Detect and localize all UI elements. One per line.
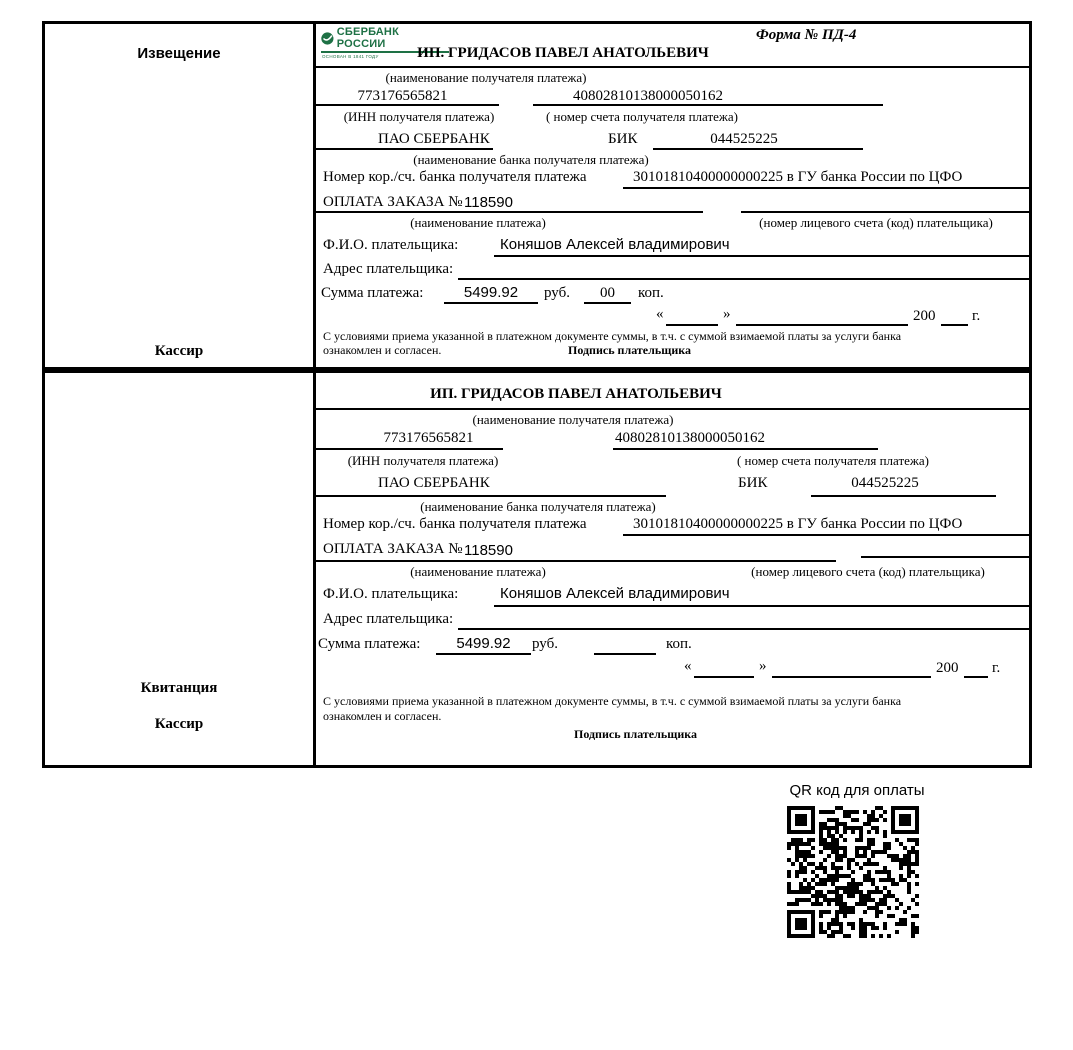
payer-address-label: Адрес плательщика: xyxy=(323,611,454,627)
recipient-name-label: (наименование получателя платежа) xyxy=(385,70,587,85)
corr-account-label: Номер кор./сч. банка получателя платежа xyxy=(323,516,587,532)
date-year-prefix: 200 xyxy=(936,660,959,676)
notice-section xyxy=(42,21,1032,370)
kopeks-underline xyxy=(594,653,656,655)
sum-amount-underline xyxy=(436,653,531,655)
payment-name-value: ОПЛАТА ЗАКАЗА № xyxy=(323,541,463,557)
sum-amount-value: 5499.92 xyxy=(456,635,511,652)
receipt-side-column xyxy=(45,373,316,765)
payer-address-underline xyxy=(458,628,1032,630)
payer-signature-label: Подпись плательщика xyxy=(574,727,697,741)
payment-name-underline xyxy=(316,560,836,562)
sberbank-logo-icon xyxy=(321,32,334,45)
date-year-underline xyxy=(941,324,968,326)
pd4-payment-form xyxy=(42,21,1032,768)
payer-account-label: (номер лицевого счета (код) плательщика) xyxy=(751,564,985,579)
payer-fio-underline xyxy=(494,255,1032,257)
payment-name-label: (наименование платежа) xyxy=(410,564,546,579)
bank-name-underline xyxy=(316,495,666,497)
payment-name-underline xyxy=(316,211,703,213)
date-month-underline xyxy=(772,676,931,678)
bik-underline xyxy=(811,495,996,497)
notice-title: Извещение xyxy=(137,45,221,62)
receipt-form-body xyxy=(316,373,1029,765)
date-day-underline xyxy=(694,676,754,678)
sum-amount-value: 5499.92 xyxy=(463,284,519,301)
corr-account-underline xyxy=(623,534,1032,536)
payment-name-value: ОПЛАТА ЗАКАЗА № xyxy=(323,194,463,210)
bank-name-label: (наименование банка получателя платежа) xyxy=(420,499,656,514)
inn-value: 773176565821 xyxy=(383,430,474,446)
qr-code xyxy=(787,806,919,938)
terms-line2: ознакомлен и согласен. xyxy=(323,343,442,357)
order-number-value: 118590 xyxy=(464,194,513,211)
bank-name-value: ПАО СБЕРБАНК xyxy=(378,131,490,147)
account-label: ( номер счета получателя платежа) xyxy=(736,453,930,468)
qr-block xyxy=(782,782,932,799)
recipient-name: ИП. ГРИДАСОВ ПАВЕЛ АНАТОЛЬЕВИЧ xyxy=(417,45,709,61)
payer-fio-value: Коняшов Алексей владимирович xyxy=(500,236,730,253)
kop-label: коп. xyxy=(638,285,664,301)
inn-underline xyxy=(316,104,499,106)
notice-side-column xyxy=(45,24,316,367)
kop-label: коп. xyxy=(666,636,692,652)
receipt-cashier-label: Кассир xyxy=(154,716,204,732)
receipt-section xyxy=(42,370,1032,768)
date-quote-open: « xyxy=(656,306,664,322)
date-day-underline xyxy=(666,324,718,326)
corr-account-value: 30101810400000000225 в ГУ банка России по ЦФО xyxy=(633,516,963,532)
terms-line1: С условиями приема указанной в платежном документе суммы, в т.ч. с суммой взимаемой платы за услуги банка xyxy=(323,694,902,708)
payer-account-underline xyxy=(741,211,1032,213)
bik-label: БИК xyxy=(608,131,638,147)
terms-line1: С условиями приема указанной в платежном документе суммы, в т.ч. с суммой взимаемой платы за услуги банка xyxy=(323,329,902,343)
sum-amount-underline xyxy=(444,302,538,304)
sberbank-logo-text: СБЕРБАНК РОССИИ xyxy=(336,26,399,50)
bank-name-value: ПАО СБЕРБАНК xyxy=(378,475,490,491)
account-underline xyxy=(613,448,878,450)
sum-label: Сумма платежа: xyxy=(321,285,424,301)
payer-account-underline xyxy=(861,556,1032,558)
account-value: 40802810138000050162 xyxy=(615,430,765,446)
date-month-underline xyxy=(736,324,908,326)
bank-name-underline xyxy=(316,148,493,150)
bik-underline xyxy=(653,148,863,150)
date-quote-close: » xyxy=(759,658,767,674)
inn-label: (ИНН получателя платежа) xyxy=(343,109,495,124)
date-year-suffix: г. xyxy=(992,660,1001,676)
date-year-underline xyxy=(964,676,988,678)
payer-fio-underline xyxy=(494,605,1032,607)
bik-value: 044525225 xyxy=(710,131,778,147)
sum-label: Сумма платежа: xyxy=(318,636,421,652)
inn-label: (ИНН получателя платежа) xyxy=(347,453,499,468)
bik-label: БИК xyxy=(738,475,768,491)
payer-signature-label: Подпись плательщика xyxy=(568,343,691,357)
inn-underline xyxy=(316,448,503,450)
corr-account-underline xyxy=(623,187,1032,189)
separator-line xyxy=(316,66,1032,68)
kopeks-value: 00 xyxy=(600,285,615,301)
payer-fio-label: Ф.И.О. плательщика: xyxy=(323,586,459,602)
bank-name-label: (наименование банка получателя платежа) xyxy=(413,152,649,167)
terms-line2: ознакомлен и согласен. xyxy=(323,709,442,723)
rub-label: руб. xyxy=(544,285,570,301)
payer-fio-label: Ф.И.О. плательщика: xyxy=(323,237,459,253)
date-year-prefix: 200 xyxy=(913,308,936,324)
corr-account-value: 30101810400000000225 в ГУ банка России по ЦФО xyxy=(633,169,963,185)
form-number: Форма № ПД-4 xyxy=(756,27,857,43)
sberbank-logo-tagline: ОСНОВАН В 1841 ГОДУ xyxy=(322,54,379,59)
payer-address-label: Адрес плательщика: xyxy=(323,261,454,277)
recipient-name-label: (наименование получателя платежа) xyxy=(472,412,674,427)
kopeks-underline xyxy=(584,302,631,304)
qr-caption: QR код для оплаты xyxy=(789,782,925,799)
bik-value: 044525225 xyxy=(851,475,919,491)
date-year-suffix: г. xyxy=(972,308,981,324)
payment-name-label: (наименование платежа) xyxy=(410,215,546,230)
account-underline xyxy=(533,104,883,106)
date-quote-open: « xyxy=(684,658,692,674)
order-number-value: 118590 xyxy=(464,542,513,559)
corr-account-label: Номер кор./сч. банка получателя платежа xyxy=(323,169,587,185)
receipt-title: Квитанция xyxy=(140,680,218,696)
account-label: ( номер счета получателя платежа) xyxy=(545,109,739,124)
payer-fio-value: Коняшов Алексей владимирович xyxy=(500,585,730,602)
date-quote-close: » xyxy=(723,306,731,322)
payer-account-label: (номер лицевого счета (код) плательщика) xyxy=(759,215,993,230)
separator-line xyxy=(316,408,1032,410)
rub-label: руб. xyxy=(532,636,558,652)
account-value: 40802810138000050162 xyxy=(573,88,723,104)
notice-form-body xyxy=(316,24,1029,367)
notice-cashier-label: Кассир xyxy=(154,343,204,359)
recipient-name: ИП. ГРИДАСОВ ПАВЕЛ АНАТОЛЬЕВИЧ xyxy=(430,386,722,402)
payer-address-underline xyxy=(458,278,1032,280)
inn-value: 773176565821 xyxy=(357,88,448,104)
